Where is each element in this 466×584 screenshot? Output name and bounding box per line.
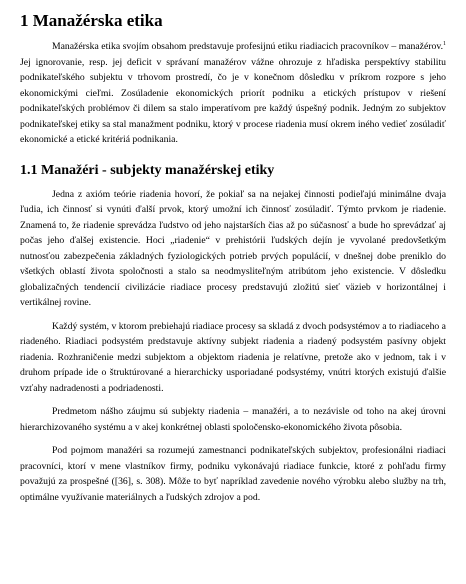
paragraph-subsystems: Každý systém, v ktorom prebiehajú riadiace procesy sa skladá z dvoch podsystémov a to riadiaceho a riadeného. Riadiaci podsystém predstavuje aktívny subjekt riadenia a riadený podsystém pasívny objekt riadenia. Rozhraničenie medzi subjektom a objektom riadenia je relatívne, pretože ako v jednom, tak i v druhom prípade ide o štruktúrované a hierarchicky usporiadané podsystémy, vnútri ktorých existujú ďalšie vzťahy nadradenosti a podriadenosti. xyxy=(20,320,446,394)
section-intro-paragraph xyxy=(20,39,446,148)
intro-text-rest: Jej ignorovanie, resp. jej deficit v správaní manažérov vážne ohrozuje z hľadiska perspektívy stabilitu podnikateľského subjektu v trhovom prostredí, čo je v konečnom dôsledku v príkrom rozpore s jeho ekonomickými cieľmi. Zosúladenie ekonomických priorít podniku a etických prístupov v riešení podnikateľských problémov či dilem sa stalo imperatívom pre každý úspešný podnik. Jedným zo subjektov podnikateľskej etiky sa stal manažment podniku, ktorý v procese riadenia musí okrem iného vedieť zosúladiť ekonomické a etické kritériá podnikania. xyxy=(20,56,446,145)
subsection-heading: 1.1 Manažéri - subjekty manažérskej etiky xyxy=(20,162,275,178)
section-heading: 1 Manažérska etika xyxy=(20,11,163,30)
intro-text-start: Manažérska etika svojím obsahom predstavuje profesijnú etiku riadiacich pracovníkov – manažérov. xyxy=(52,41,443,52)
paragraph-management-axiom: Jedna z axióm teórie riadenia hovorí, že pokiaľ sa na nejakej činnosti podieľajú minimálne dvaja ľudia, ich činnosť si vynúti ďalší prvok, ktorý umožní ich činnosť zosúladiť. Týmto prvkom je riadenie. Znamená to, že riadenie sprevádza ľudstvo od jeho najstarších čias až po súčasnosť a bude ho sprevádzať aj počas jeho ďalšej existencie. Hoci „riadenie“ v prehistórii ľudských dejín je vyvolané predovšetkým nutnosťou zabezpečenia základných fyziologických potrieb prvých populácií, v dnešnej dobe preniklo do všetkých oblastí života spoločnosti a stalo sa neodmysliteľným atribútom jeho existencie. V dôsledku globalizačných tendencií civilizácie riadiace procesy predstavujú zložitú sieť väzieb v horizontálnej i vertikálnej rovine. xyxy=(20,188,446,308)
paragraph-managers-definition: Pod pojmom manažéri sa rozumejú zamestnanci podnikateľských subjektov, profesionálni riadiaci pracovníci, ktorí v mene vlastníkov firmy, podniku vykonávajú riadiace funkcie, ktoré z pohľadu firmy považujú za prospešné ([36], s. 308). Môže to byť napríklad zavedenie nového výrobku alebo služby na trh, optimálne využívanie materiálnych a ľudských zdrojov a pod. xyxy=(20,445,446,503)
footnote-marker: 1 xyxy=(443,40,446,47)
paragraph-subjects-of-management: Predmetom nášho záujmu sú subjekty riadenia – manažéri, a to nezávisle od toho na akej úrovni hierarchizovaného systému a v akej konkrétnej oblasti spoločensko-ekonomického života pôsobia. xyxy=(20,406,446,433)
document-page xyxy=(20,10,446,513)
